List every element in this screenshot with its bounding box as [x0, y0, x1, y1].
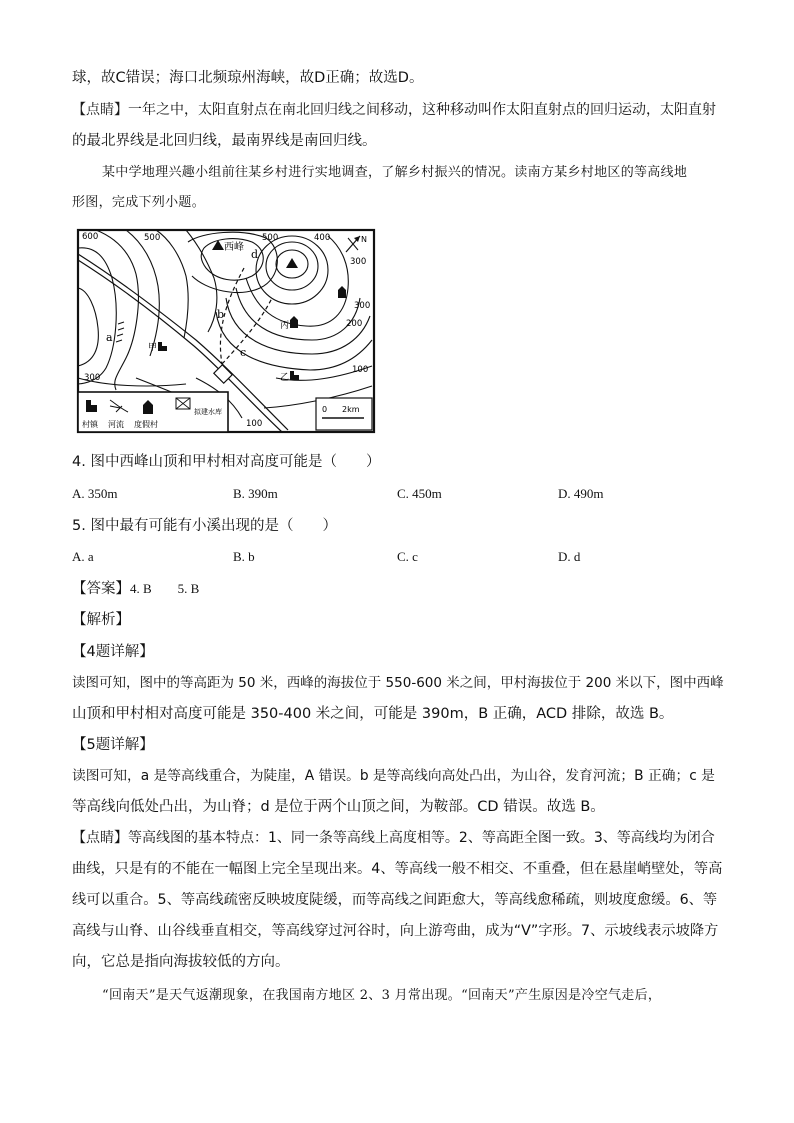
point-label-b: b [217, 308, 225, 321]
contour-label-100a: 100 [352, 365, 369, 375]
point-label-a: a [106, 331, 113, 344]
peak-label: 西峰 [224, 242, 244, 253]
next-question-intro: “回南天”是天气返潮现象，在我国南方地区 2、3 月常出现。“回南天”产生原因是冷空气走后， [102, 988, 662, 1003]
answer-line [72, 578, 724, 600]
contour-label-300a: 300 [350, 257, 367, 267]
q5-option-b: B. b [233, 549, 255, 564]
intro-line-2: 形图，完成下列小题。 [72, 195, 206, 210]
legend-river: 河流 [108, 420, 124, 429]
answer-tag: 【答案】 [72, 581, 130, 597]
tip2-line-2: 曲线，只是有的不能在一幅图上完全呈现出来。4、等高线一般不相交、不重叠，但在悬崖峭壁处，等高 [72, 861, 723, 877]
q4-detail-line-2: 山顶和甲村相对高度可能是 350-400 米之间，可能是 390m，B 正确，ACD 排除，故选 B。 [72, 706, 674, 722]
q5-detail-line-1: 读图可知，a 是等高线重合，为陡崖，A 错误。b 是等高线向高处凸出，为山谷，发育河流；B 正确；c 是 [72, 768, 715, 784]
scale-label: 2km [342, 405, 360, 414]
tip-tag: 【点睛】 [72, 102, 128, 118]
q4-option-d: D. 490m [558, 486, 604, 501]
q5-option-d: D. d [558, 549, 581, 564]
north-label: N [361, 235, 367, 244]
scale-bar [316, 398, 372, 430]
scale-zero: 0 [322, 405, 328, 414]
point-label-c: c [240, 346, 247, 359]
q4-option-a: A. 350m [72, 486, 118, 501]
q5-detail-title: 【5题详解】 [72, 737, 154, 753]
tip-text: 一年之中，太阳直射点在南北回归线之间移动，这种移动叫作太阳直射点的回归运动，太阳直射 [128, 102, 716, 118]
question-5-stem: 5. 图中最有可能有小溪出现的是（ ） [72, 518, 337, 534]
village-label-bing: 丙 [280, 321, 290, 331]
tip2-line-5: 向，它总是指向海拔较低的方向。 [72, 954, 290, 970]
tip2-text: 等高线图的基本特点：1、同一条等高线上高度相等。2、等高距全图一致。3、等高线均为闭合 [128, 830, 715, 846]
contour-map [76, 228, 376, 434]
intro-line-1: 某中学地理兴趣小组前往某乡村进行实地调查，了解乡村振兴的情况。读南方某乡村地区的等高线地 [102, 165, 688, 180]
question-4-stem: 4. 图中西峰山顶和甲村相对高度可能是（ ） [72, 454, 381, 470]
legend-reservoir: 拟建水库 [194, 408, 222, 416]
q5-option-a: A. a [72, 549, 94, 564]
legend-resort: 度假村 [134, 420, 158, 429]
q4-option-c: C. 450m [397, 486, 442, 501]
contour-label-200: 200 [346, 319, 363, 329]
tip-line-2: 的最北界线是北回归线，最南界线是南回归线。 [72, 133, 377, 149]
tip2-tag: 【点睛】 [72, 830, 128, 846]
village-label-yi: 乙 [280, 373, 290, 383]
q5-option-c: C. c [397, 549, 418, 564]
q4-detail-line-1: 读图可知，图中的等高距为 50 米，西峰的海拔位于 550-600 米之间，甲村海拔位于 200 米以下，图中西峰 [72, 675, 724, 691]
tip-line-1 [72, 99, 724, 121]
contour-label-300b: 300 [354, 301, 371, 311]
map-legend [78, 392, 228, 432]
prev-answer-line: 球，故C错误；海口北频琼州海峡，故D正确；故选D。 [72, 70, 424, 86]
q4-option-b: B. 390m [233, 486, 278, 501]
tip2-line-1 [72, 827, 724, 849]
point-label-d: d [251, 248, 259, 261]
analysis-heading: 【解析】 [72, 612, 130, 628]
tip2-line-3: 线可以重合。5、等高线疏密反映坡度陡缓，而等高线之间距愈大，等高线愈稀疏，则坡度愈缓。6、等 [72, 892, 718, 908]
contour-label-600: 600 [82, 232, 99, 242]
contour-label-400: 400 [314, 233, 331, 243]
village-label-jia: 甲 [148, 343, 158, 353]
contour-label-100b: 100 [246, 419, 263, 429]
q5-detail-line-2: 等高线向低处凸出，为山脊；d 是位于两个山顶之间，为鞍部。CD 错误。故选 B。 [72, 799, 605, 815]
contour-label-500: 500 [144, 233, 161, 243]
contour-label-500b: 500 [262, 233, 279, 243]
answer-text: 4. B 5. B [130, 581, 200, 596]
tip2-line-4: 高线与山脊、山谷线垂直相交，等高线穿过河谷时，向上游弯曲，成为“V”字形。7、示坡线表示坡降方 [72, 923, 719, 939]
legend-village: 村镇 [82, 420, 98, 429]
contour-label-300c: 300 [84, 373, 101, 383]
q4-detail-title: 【4题详解】 [72, 644, 154, 660]
